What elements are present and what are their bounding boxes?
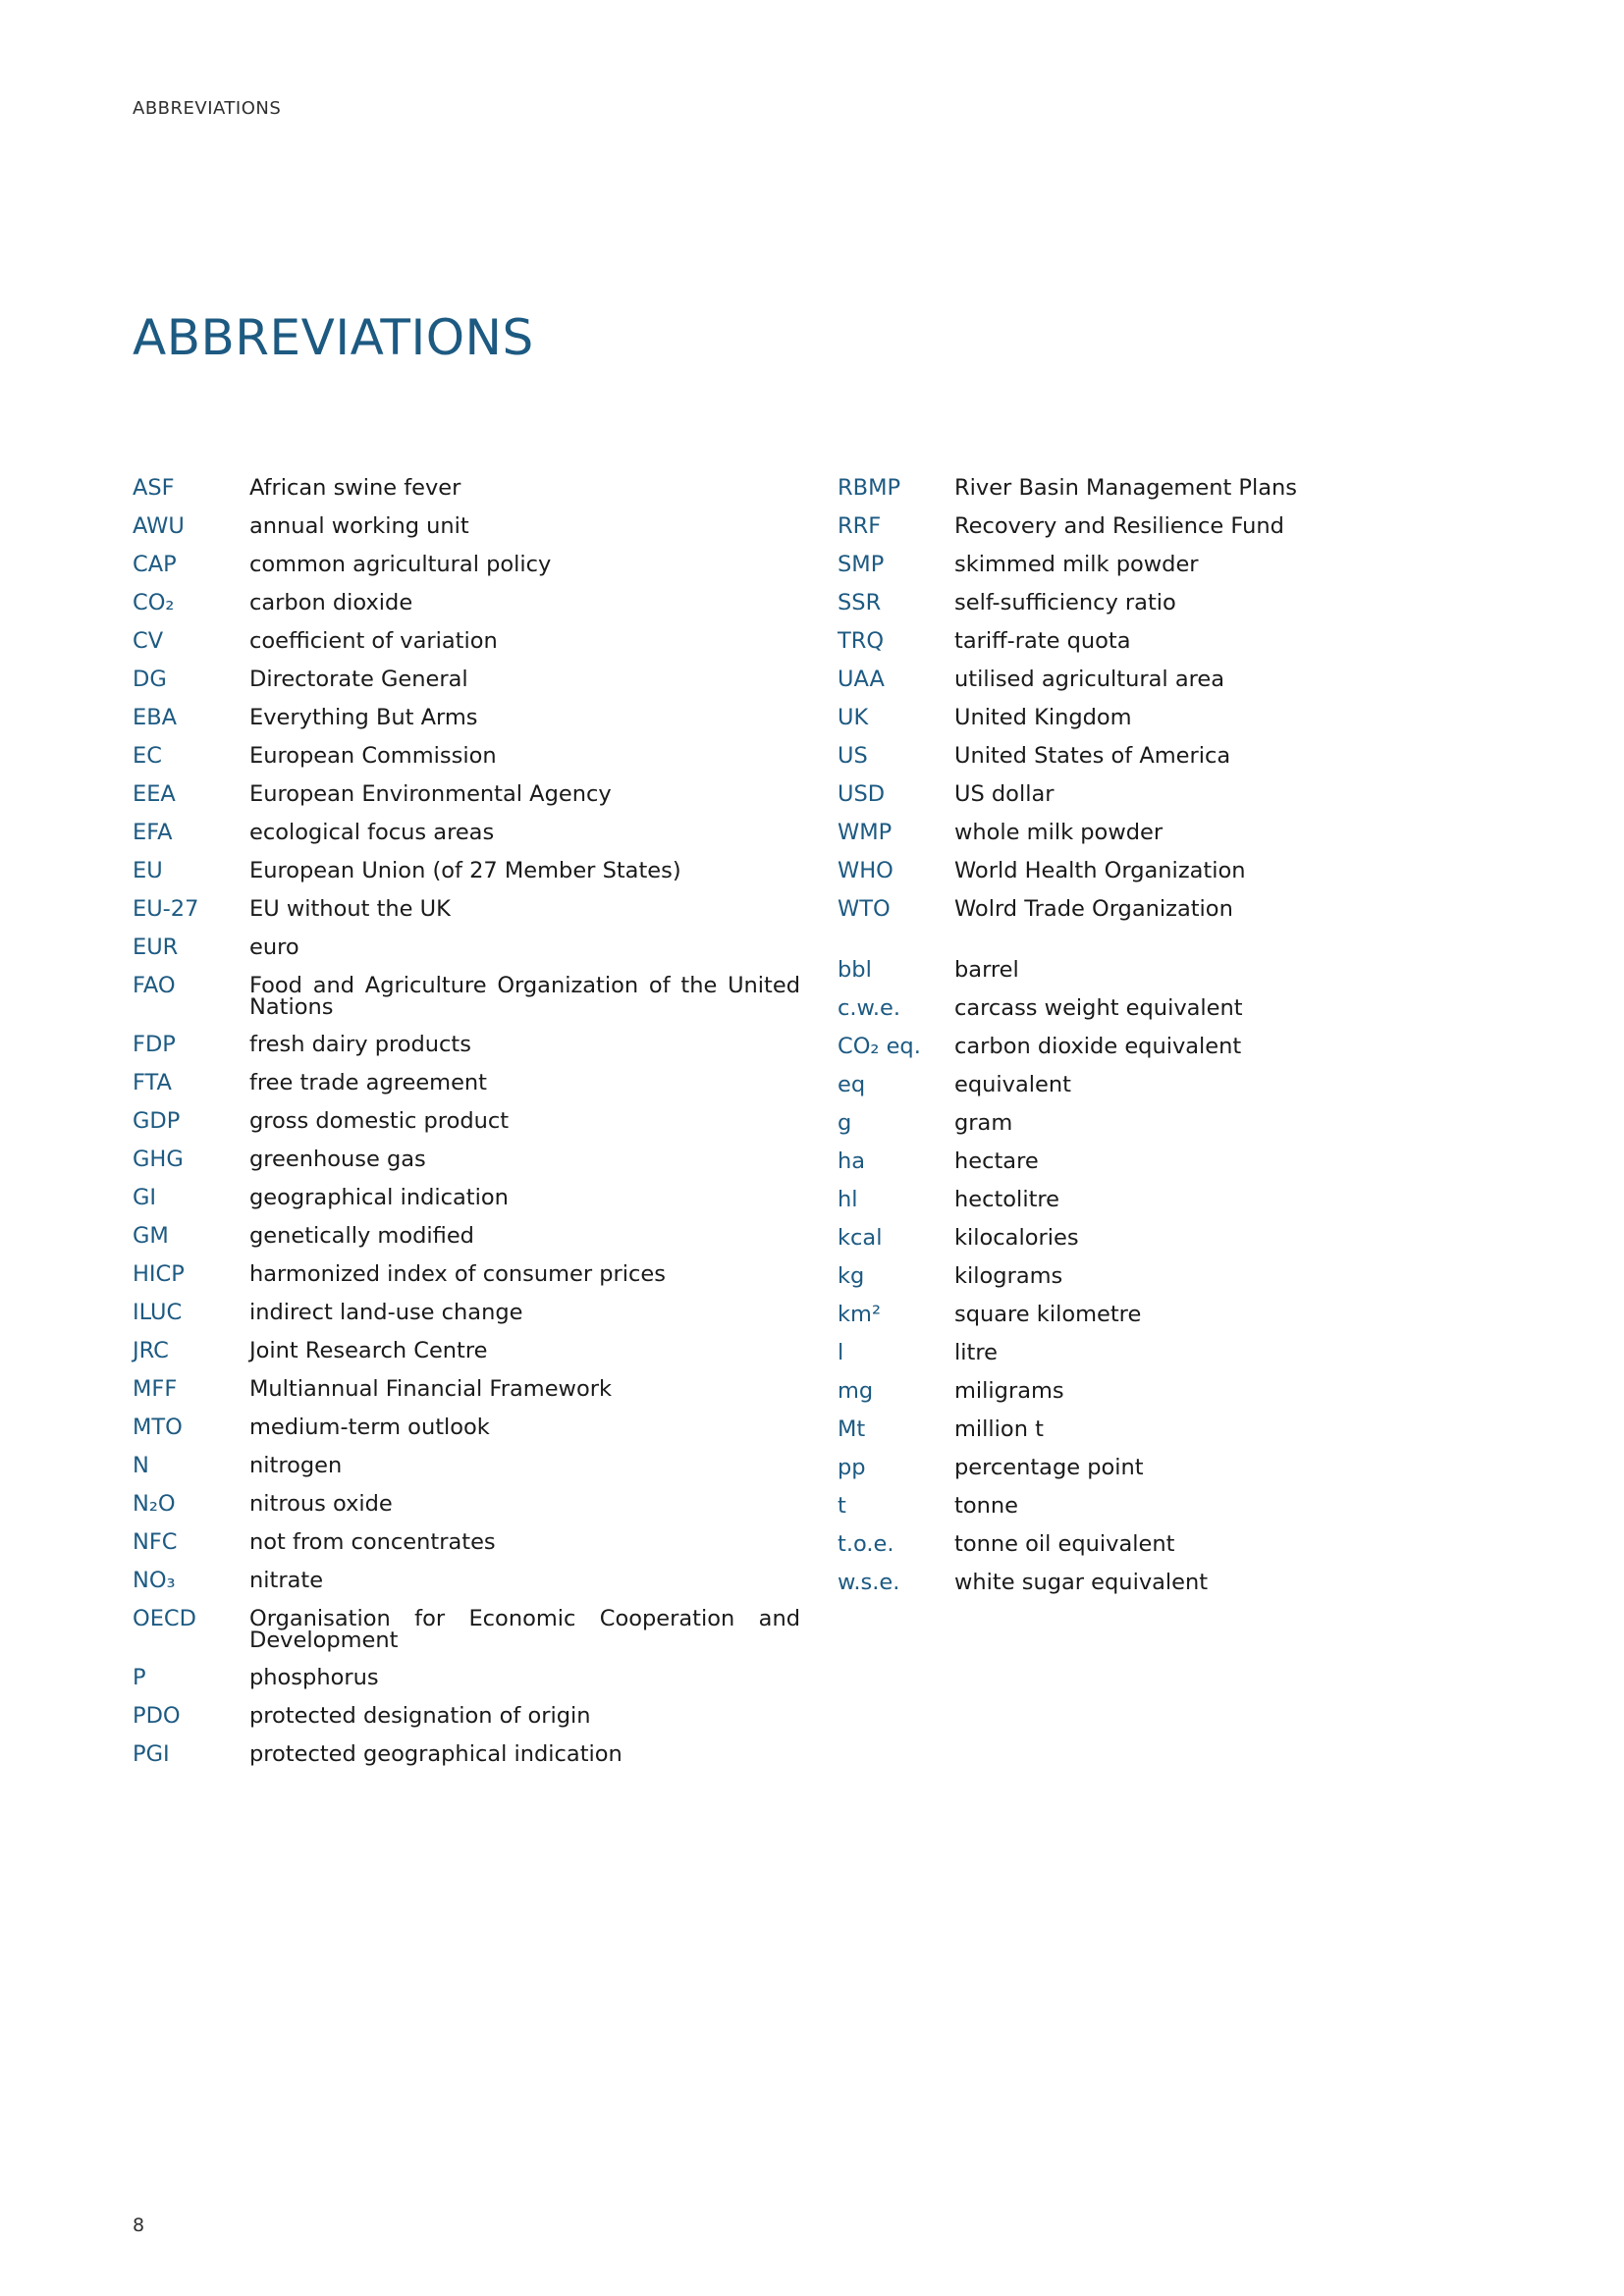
abbreviation-definition: European Environmental Agency xyxy=(249,781,612,807)
abbreviation-definition: barrel xyxy=(954,957,1019,983)
abbreviation-term: Mt xyxy=(838,1416,866,1442)
abbreviation-term: ha xyxy=(838,1148,866,1174)
abbreviation-entry xyxy=(838,515,1348,538)
abbreviation-entry xyxy=(133,1531,800,1554)
abbreviation-definition: skimmed milk powder xyxy=(954,552,1199,577)
abbreviation-definition: whole milk powder xyxy=(954,820,1164,845)
abbreviation-entry xyxy=(133,1034,800,1056)
abbreviation-definition: common agricultural policy xyxy=(249,552,552,577)
abbreviation-definition: Recovery and Resilience Fund xyxy=(954,513,1284,539)
abbreviation-term: JRC xyxy=(133,1338,169,1363)
abbreviation-term: EFA xyxy=(133,820,173,845)
abbreviation-term: NO₃ xyxy=(133,1568,176,1593)
abbreviation-term: OECD xyxy=(133,1606,196,1631)
abbreviation-definition: phosphorus xyxy=(249,1665,379,1690)
abbreviation-definition: nitrate xyxy=(249,1568,324,1593)
abbreviation-entry xyxy=(838,1150,1348,1173)
abbreviation-entry xyxy=(133,630,800,653)
abbreviation-entry xyxy=(838,783,1348,806)
abbreviation-definition: Joint Research Centre xyxy=(249,1338,488,1363)
abbreviation-definition: kilocalories xyxy=(954,1225,1079,1251)
abbreviation-term: EBA xyxy=(133,705,178,730)
abbreviation-definition: not from concentrates xyxy=(249,1529,496,1555)
abbreviation-entry xyxy=(133,1705,800,1728)
abbreviation-entry xyxy=(133,1263,800,1286)
abbreviation-entry xyxy=(133,936,800,959)
abbreviation-definition: miligrams xyxy=(954,1378,1064,1404)
abbreviation-term: l xyxy=(838,1340,844,1365)
abbreviation-term: FTA xyxy=(133,1070,172,1095)
abbreviation-definition: European Union (of 27 Member States) xyxy=(249,858,681,883)
abbreviation-definition: gram xyxy=(954,1110,1013,1136)
abbreviation-term: WTO xyxy=(838,896,891,922)
abbreviation-definition: tariff-rate quota xyxy=(954,628,1131,654)
abbreviation-definition: percentage point xyxy=(954,1455,1144,1480)
abbreviation-term: UK xyxy=(838,705,869,730)
abbreviation-entry xyxy=(838,1074,1348,1096)
abbreviation-entry xyxy=(838,1227,1348,1250)
abbreviation-term: FAO xyxy=(133,973,176,998)
abbreviation-term: GM xyxy=(133,1223,169,1249)
abbreviation-entry xyxy=(838,592,1348,614)
abbreviation-term: EEA xyxy=(133,781,176,807)
abbreviation-term: WMP xyxy=(838,820,893,845)
abbreviation-definition: self-sufficiency ratio xyxy=(954,590,1176,615)
abbreviation-definition: fresh dairy products xyxy=(249,1032,471,1057)
abbreviation-definition: greenhouse gas xyxy=(249,1147,426,1172)
abbreviation-definition: million t xyxy=(954,1416,1044,1442)
abbreviation-term: FDP xyxy=(133,1032,176,1057)
abbreviation-term: P xyxy=(133,1665,146,1690)
abbreviation-definition: geographical indication xyxy=(249,1185,509,1210)
abbreviation-entry xyxy=(838,1572,1348,1594)
abbreviation-entry xyxy=(838,745,1348,768)
abbreviation-definition: coefficient of variation xyxy=(249,628,498,654)
abbreviation-entry xyxy=(133,975,800,1018)
abbreviation-term: UAA xyxy=(838,667,885,692)
abbreviation-entry xyxy=(133,554,800,576)
abbreviation-term: N₂O xyxy=(133,1491,176,1517)
abbreviation-entry xyxy=(838,630,1348,653)
abbreviation-entry xyxy=(133,898,800,921)
abbreviation-term: CO₂ eq. xyxy=(838,1034,921,1059)
acronyms-list xyxy=(838,477,1348,921)
abbreviation-term: GI xyxy=(133,1185,157,1210)
abbreviation-definition: kilograms xyxy=(954,1263,1063,1289)
abbreviation-entry xyxy=(838,860,1348,882)
abbreviation-term: N xyxy=(133,1453,149,1478)
abbreviation-term: EU-27 xyxy=(133,896,199,922)
abbreviation-entry xyxy=(133,745,800,768)
abbreviation-definition: Food and Agriculture Organization of the United Nations xyxy=(249,973,800,1020)
abbreviation-definition: square kilometre xyxy=(954,1302,1142,1327)
abbreviation-entry xyxy=(133,1570,800,1592)
abbreviation-definition: Directorate General xyxy=(249,667,468,692)
abbreviation-entry xyxy=(133,1743,800,1766)
abbreviation-definition: United Kingdom xyxy=(954,705,1132,730)
abbreviation-entry xyxy=(838,1533,1348,1556)
abbreviation-entry xyxy=(133,515,800,538)
abbreviation-definition: euro xyxy=(249,934,299,960)
abbreviation-definition: United States of America xyxy=(954,743,1231,769)
abbreviation-definition: litre xyxy=(954,1340,998,1365)
abbreviation-definition: tonne oil equivalent xyxy=(954,1531,1175,1557)
abbreviation-entry xyxy=(838,554,1348,576)
abbreviation-definition: Wolrd Trade Organization xyxy=(954,896,1233,922)
abbreviation-entry xyxy=(838,668,1348,691)
abbreviation-term: CO₂ xyxy=(133,590,175,615)
abbreviation-term: ILUC xyxy=(133,1300,183,1325)
abbreviation-entry xyxy=(838,1112,1348,1135)
abbreviation-term: mg xyxy=(838,1378,874,1404)
abbreviation-term: pp xyxy=(838,1455,866,1480)
abbreviation-term: PDO xyxy=(133,1703,181,1729)
abbreviation-definition: World Health Organization xyxy=(954,858,1246,883)
abbreviation-entry xyxy=(838,1189,1348,1211)
abbreviation-entry xyxy=(133,1667,800,1689)
abbreviation-definition: genetically modified xyxy=(249,1223,474,1249)
abbreviation-term: WHO xyxy=(838,858,893,883)
abbreviation-term: CV xyxy=(133,628,164,654)
abbreviation-entry xyxy=(133,1455,800,1477)
abbreviation-entry xyxy=(133,1225,800,1248)
abbreviation-term: kcal xyxy=(838,1225,883,1251)
abbreviation-entry xyxy=(133,592,800,614)
abbreviation-entry xyxy=(133,707,800,729)
abbreviation-term: g xyxy=(838,1110,852,1136)
abbreviation-term: MTO xyxy=(133,1415,183,1440)
abbreviation-definition: Multiannual Financial Framework xyxy=(249,1376,612,1402)
abbreviation-term: km² xyxy=(838,1302,881,1327)
abbreviation-definition: tonne xyxy=(954,1493,1018,1519)
abbreviation-entry xyxy=(133,1378,800,1401)
abbreviation-term: ASF xyxy=(133,475,175,501)
abbreviation-term: RRF xyxy=(838,513,882,539)
abbreviation-entry xyxy=(133,668,800,691)
running-header: ABBREVIATIONS xyxy=(133,98,282,119)
abbreviation-entry xyxy=(133,1340,800,1362)
abbreviation-term: SMP xyxy=(838,552,885,577)
abbreviation-definition: carcass weight equivalent xyxy=(954,995,1243,1021)
abbreviation-term: DG xyxy=(133,667,167,692)
page-title: ABBREVIATIONS xyxy=(133,309,534,366)
abbreviation-definition: white sugar equivalent xyxy=(954,1570,1209,1595)
abbreviation-term: eq xyxy=(838,1072,866,1097)
abbreviation-entry xyxy=(133,783,800,806)
abbreviation-definition: annual working unit xyxy=(249,513,469,539)
abbreviation-definition: nitrous oxide xyxy=(249,1491,393,1517)
abbreviation-definition: River Basin Management Plans xyxy=(954,475,1298,501)
abbreviation-definition: ecological focus areas xyxy=(249,820,495,845)
abbreviation-entry xyxy=(838,1265,1348,1288)
abbreviation-definition: European Commission xyxy=(249,743,497,769)
abbreviation-term: EC xyxy=(133,743,162,769)
abbreviation-definition: gross domestic product xyxy=(249,1108,510,1134)
abbreviation-definition: protected designation of origin xyxy=(249,1703,591,1729)
abbreviation-term: c.w.e. xyxy=(838,995,901,1021)
abbreviation-entry xyxy=(838,997,1348,1020)
abbreviation-term: RBMP xyxy=(838,475,901,501)
abbreviation-term: t xyxy=(838,1493,846,1519)
abbreviation-entry xyxy=(838,1380,1348,1403)
abbreviation-term: GHG xyxy=(133,1147,184,1172)
page-number: 8 xyxy=(133,2215,145,2236)
abbreviation-definition: free trade agreement xyxy=(249,1070,488,1095)
abbreviation-entry xyxy=(133,822,800,844)
abbreviation-term: TRQ xyxy=(838,628,885,654)
abbreviation-term: kg xyxy=(838,1263,865,1289)
abbreviations-right-column xyxy=(838,477,1348,1610)
abbreviation-term: t.o.e. xyxy=(838,1531,894,1557)
abbreviation-definition: equivalent xyxy=(954,1072,1071,1097)
abbreviation-entry xyxy=(838,1418,1348,1441)
abbreviation-definition: nitrogen xyxy=(249,1453,343,1478)
abbreviation-term: PGI xyxy=(133,1741,170,1767)
abbreviation-term: AWU xyxy=(133,513,185,539)
abbreviation-definition: Everything But Arms xyxy=(249,705,478,730)
abbreviation-term: EU xyxy=(133,858,163,883)
abbreviation-term: HICP xyxy=(133,1261,185,1287)
abbreviation-entry xyxy=(838,707,1348,729)
abbreviation-entry xyxy=(133,1302,800,1324)
abbreviation-definition: protected geographical indication xyxy=(249,1741,623,1767)
abbreviation-term: GDP xyxy=(133,1108,181,1134)
abbreviation-term: SSR xyxy=(838,590,882,615)
abbreviation-entry xyxy=(838,1495,1348,1518)
abbreviation-term: USD xyxy=(838,781,886,807)
abbreviation-term: MFF xyxy=(133,1376,178,1402)
abbreviation-entry xyxy=(133,1416,800,1439)
abbreviation-entry xyxy=(838,1036,1348,1058)
abbreviation-entry xyxy=(838,1304,1348,1326)
abbreviation-definition: Organisation for Economic Cooperation and Development xyxy=(249,1606,800,1653)
abbreviation-definition: medium-term outlook xyxy=(249,1415,490,1440)
abbreviation-definition: US dollar xyxy=(954,781,1055,807)
abbreviation-definition: carbon dioxide equivalent xyxy=(954,1034,1242,1059)
abbreviation-definition: indirect land-use change xyxy=(249,1300,523,1325)
abbreviation-entry xyxy=(838,898,1348,921)
abbreviations-left-column xyxy=(133,477,800,1782)
abbreviation-entry xyxy=(133,1110,800,1133)
abbreviation-entry xyxy=(133,1187,800,1209)
abbreviation-entry xyxy=(133,1608,800,1651)
abbreviation-entry xyxy=(838,1342,1348,1364)
abbreviation-term: bbl xyxy=(838,957,872,983)
abbreviation-term: US xyxy=(838,743,868,769)
abbreviation-entry xyxy=(838,1457,1348,1479)
abbreviation-entry xyxy=(133,1072,800,1095)
abbreviation-term: EUR xyxy=(133,934,179,960)
abbreviation-definition: EU without the UK xyxy=(249,896,451,922)
abbreviation-definition: hectolitre xyxy=(954,1187,1059,1212)
units-list xyxy=(838,959,1348,1594)
abbreviation-entry xyxy=(838,822,1348,844)
abbreviation-definition: African swine fever xyxy=(249,475,461,501)
abbreviation-definition: harmonized index of consumer prices xyxy=(249,1261,666,1287)
abbreviation-definition: carbon dioxide xyxy=(249,590,413,615)
abbreviation-entry xyxy=(133,1148,800,1171)
abbreviation-entry xyxy=(133,477,800,500)
abbreviation-entry xyxy=(838,959,1348,982)
abbreviation-term: CAP xyxy=(133,552,177,577)
abbreviation-term: w.s.e. xyxy=(838,1570,900,1595)
abbreviation-entry xyxy=(838,477,1348,500)
abbreviation-term: hl xyxy=(838,1187,858,1212)
abbreviation-definition: utilised agricultural area xyxy=(954,667,1224,692)
abbreviation-definition: hectare xyxy=(954,1148,1039,1174)
abbreviation-entry xyxy=(133,1493,800,1516)
abbreviation-term: NFC xyxy=(133,1529,178,1555)
abbreviation-entry xyxy=(133,860,800,882)
